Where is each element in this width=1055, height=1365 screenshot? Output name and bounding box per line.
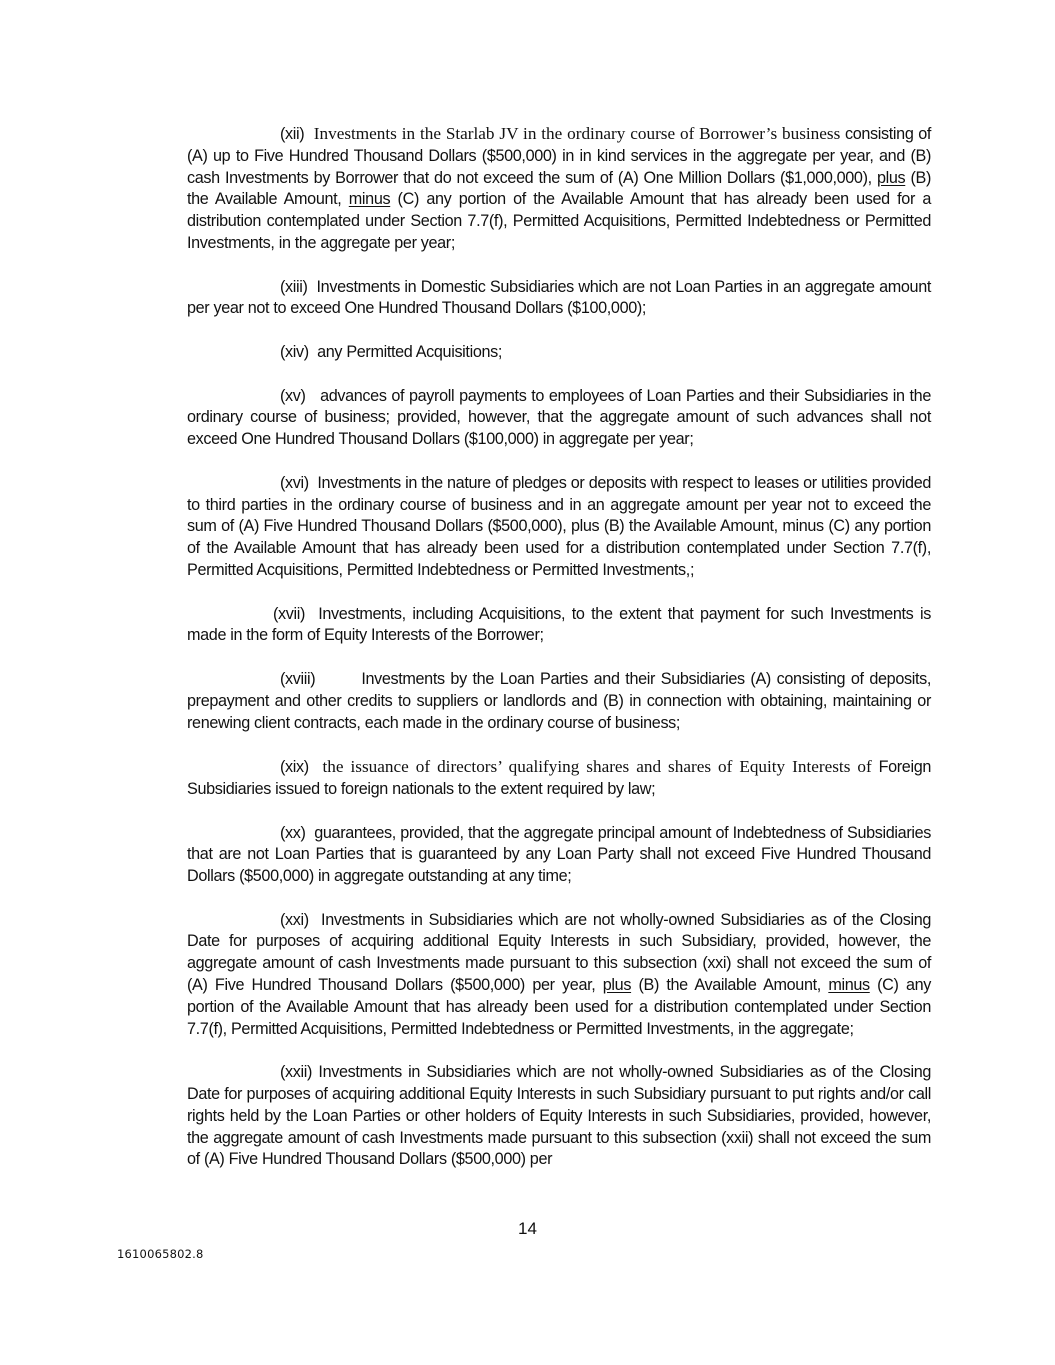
clause-number: (xviii) (280, 669, 316, 688)
page-number: 14 (518, 1219, 537, 1238)
clause-text: Investments, including Acquisitions, to the extent that payment for such Investments is made in the form of Equity Interests of the Borrower; (187, 604, 931, 645)
clause-text: (B) the Available Amount, (187, 168, 931, 209)
clause-number: (xvii) (273, 604, 306, 623)
paragraph-xii (187, 123, 931, 255)
paragraph-xx (187, 823, 931, 888)
paragraph-xiii (187, 277, 931, 321)
clause-text: Foreign Subsidiaries issued to foreign nationals to the extent required by law; (187, 758, 931, 798)
clause-number: (xv) (280, 386, 306, 405)
clause-text: any Permitted Acquisitions; (317, 342, 503, 361)
clause-text: Investments in the nature of pledges or deposits with respect to leases or utilities provided to third parties in the ordinary course of business and in an aggregate amount per year not to exceed the sum of (A) Five Hundred Thousand Dollars ($500,000), plus (B) the Available Amount, minus (C) any portion of the Available Amount that has already been used for a distribution contemplated under Section 7.7(f), Permitted Acquisitions, Permitted Indebtedness or Permitted Investments,; (187, 473, 932, 579)
underlined-minus: minus (348, 190, 391, 209)
clause-number: (xiv) (280, 342, 309, 361)
clause-number: (xii) (280, 125, 305, 143)
clause-text: Investments in Subsidiaries which are not wholly-owned Subsidiaries as of the Closing Date for purposes of acquiring additional Equity Interests in such Subsidiary pursuant to put rights and/or call rights held by the Loan Parties or other holders of Equity Interests in such Subsidiaries, provided, however, the aggregate amount of cash Investments made pursuant to this subsection (xxii) shall not exceed the sum of (A) Five Hundred Thousand Dollars ($500,000) per (187, 1063, 932, 1169)
clause-text: Investments in Domestic Subsidiaries which are not Loan Parties in an aggregate amount per year not to exceed One Hundred Thousand Dollars ($100,000); (187, 277, 931, 318)
paragraph-xxi (187, 910, 931, 1041)
clause-text: (C) any portion of the Available Amount that has already been used for a distribution contemplated under Section 7.7(f), Permitted Acquisitions, Permitted Indebtedness or Permitted Investments, in the aggregate; (187, 976, 931, 1038)
paragraph-xvii (187, 604, 931, 648)
document-body (187, 123, 931, 1193)
paragraph-xxii (187, 1062, 931, 1171)
clause-number: (xxi) (280, 910, 309, 929)
underlined-plus: plus (602, 976, 632, 995)
paragraph-xiv (187, 342, 931, 364)
clause-text: (B) the Available Amount, (631, 976, 829, 995)
clause-number: (xvi) (280, 473, 309, 492)
clause-number: (xxii) (280, 1063, 313, 1082)
document-id: 1610065802.8 (117, 1247, 204, 1261)
paragraph-xviii (187, 669, 931, 734)
clause-text: Investments by the Loan Parties and their Subsidiaries (A) consisting of deposits, prepayment and other credits to suppliers or landlords and (B) in connection with obtaining, maintaining or renewing client contracts, each made in the ordinary course of business; (187, 669, 931, 732)
paragraph-xvi (187, 473, 931, 582)
clause-text-serif: Investments in the Starlab JV in the ordinary course of Borrower’s business (313, 124, 841, 143)
clause-number: (xix) (280, 758, 309, 777)
underlined-minus: minus (828, 976, 870, 995)
paragraph-xix (187, 756, 931, 801)
clause-text: Investments in Subsidiaries which are not wholly-owned Subsidiaries as of the Closing Date for purposes of acquiring additional Equity Interests in such Subsidiary, provided, however, the aggregate amount of cash Investments made pursuant to this subsection (xxi) shall not exceed the sum of (A) Five Hundred Thousand Dollars ($500,000) per year, (187, 910, 931, 995)
clause-number: (xx) (280, 823, 306, 842)
clause-text-serif: the issuance of directors’ qualifying shares and shares of Equity Interests of (322, 757, 872, 777)
clause-text: (C) any portion of the Available Amount that has already been used for a distribution contemplated under Section 7.7(f), Permitted Acquisitions, Permitted Indebtedness or Permitted Investments, in the aggregate per year; (187, 190, 931, 252)
clause-text: guarantees, provided, that the aggregate principal amount of Indebtedness of Subsidiaries that are not Loan Parties that is guaranteed by any Loan Party shall not exceed Five Hundred Thousand Dollars ($500,000) in aggregate outstanding at any time; (187, 823, 932, 886)
underlined-plus: plus (876, 168, 906, 187)
paragraph-xv (187, 386, 931, 451)
clause-text: advances of payroll payments to employees of Loan Parties and their Subsidiaries in the ordinary course of business; provided, however, that the aggregate amount of such advances shall not exceed One Hundred Thousand Dollars ($100,000) in aggregate per year; (187, 386, 931, 449)
clause-text: consisting of (A) up to Five Hundred Thousand Dollars ($500,000) in in kind services in the aggregate per year, and (B) cash Investments by Borrower that do not exceed the sum of (A) One Million Dollars ($1,000,000), (187, 125, 932, 187)
clause-number: (xiii) (280, 277, 308, 296)
